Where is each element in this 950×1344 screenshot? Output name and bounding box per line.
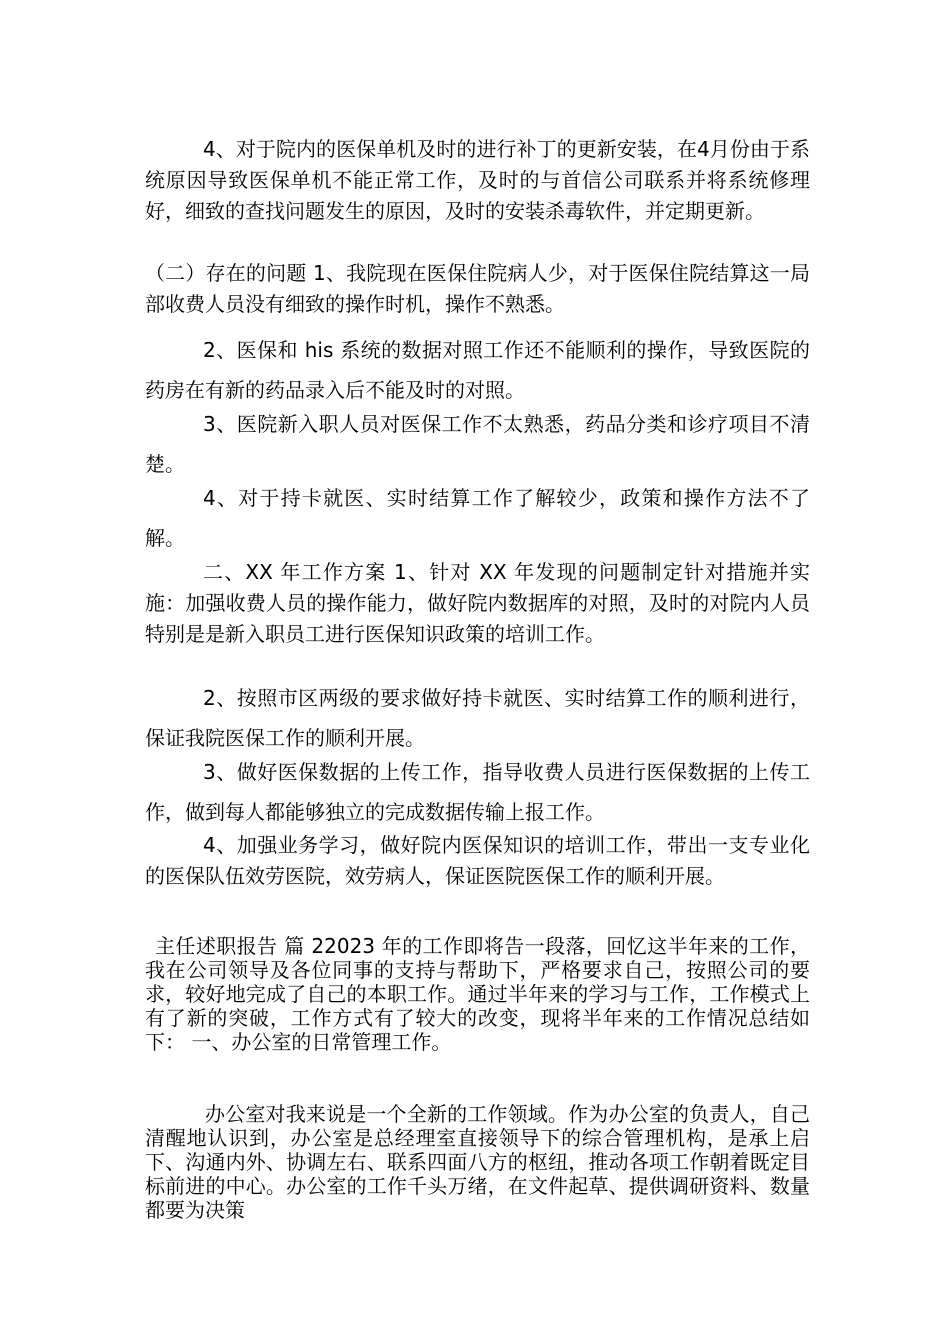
paragraph-9: 4、加强业务学习，做好院内医保知识的培训工作，带出一支专业化的医保队伍效劳医院，效劳病人，保证医院医保工作的顺利开展。 <box>145 833 810 888</box>
paragraph-4: 3、医院新入职人员对医保工作不太熟悉，药品分类和诊疗项目不清楚。 <box>145 412 810 476</box>
paragraph-8: 3、做好医保数据的上传工作，指导收费人员进行医保数据的上传工作，做到每人都能够独立的完成数据传输上报工作。 <box>145 760 810 824</box>
paragraph-10: 主任述职报告 篇 22023 年的工作即将告一段落，回忆这半年来的工作，我在公司领导及各位同事的支持与帮助下，严格要求自己，按照公司的要求，较好地完成了自己的本职工作。通过半年来的学习与工作，工作模式上有了新的突破，工作方式有了较大的改变，现将半年来的工作情况总结如下： 一、办公室的日常管理工作。 <box>145 934 810 1054</box>
paragraph-2: （二）存在的问题 1、我院现在医保住院病人少，对于医保住院结算这一局部收费人员没有细致的操作时机，操作不熟悉。 <box>145 261 810 316</box>
paragraph-6: 二、XX 年工作方案 1、针对 XX 年发现的问题制定针对措施并实施：加强收费人员的操作能力，做好院内数据库的对照，及时的对院内人员特别是是新入职员工进行医保知识政策的培训工作。 <box>145 560 810 646</box>
paragraph-7: 2、按照市区两级的要求做好持卡就医、实时结算工作的顺利进行，保证我院医保工作的顺利开展。 <box>145 686 810 750</box>
paragraph-1: 4、对于院内的医保单机及时的进行补丁的更新安装，在4月份由于系统原因导致医保单机不能正常工作，及时的与首信公司联系并将系统修理好，细致的查找问题发生的原因，及时的安装杀毒软件，并定期更新。 <box>145 137 810 223</box>
paragraph-5: 4、对于持卡就医、实时结算工作了解较少，政策和操作方法不了解。 <box>145 486 810 550</box>
paragraph-3: 2、医保和 his 系统的数据对照工作还不能顺利的操作，导致医院的药房在有新的药品录入后不能及时的对照。 <box>145 338 810 402</box>
paragraph-11: 办公室对我来说是一个全新的工作领域。作为办公室的负责人，自己清醒地认识到，办公室是总经理室直接领导下的综合管理机构，是承上启下、沟通内外、协调左右、联系四面八方的枢纽，推动各项工作朝着既定目标前进的中心。办公室的工作千头万绪，在文件起草、提供调研资料、数量都要为决策 <box>145 1102 810 1222</box>
